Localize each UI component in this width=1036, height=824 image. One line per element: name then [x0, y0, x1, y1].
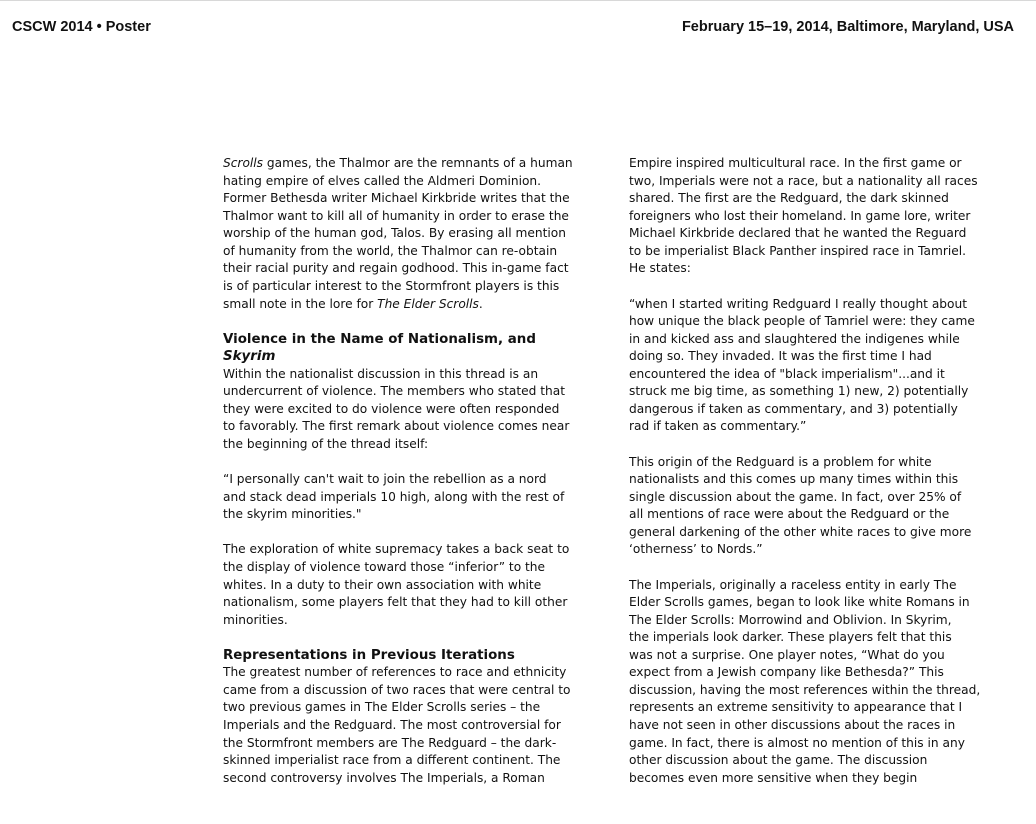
text-line: [629, 524, 999, 542]
text-line: [629, 699, 999, 717]
blank-line: [223, 524, 593, 542]
blank-line: [223, 454, 593, 472]
text-line: [629, 313, 999, 331]
text: dangerous if taken as commentary, and 3) potentially: [629, 401, 958, 416]
text: the display of violence toward those “inferior” to the: [223, 559, 546, 574]
text-line: [223, 471, 593, 489]
heading-text: Skyrim: [223, 349, 276, 365]
text-line: [223, 506, 593, 524]
text-line: [629, 770, 999, 788]
text-line: [223, 612, 593, 630]
text: The Elder Scrolls: Morrowind and Oblivion. In Skyrim,: [629, 612, 952, 627]
section-heading: [223, 348, 593, 366]
text: Elder Scrolls games, began to look like white Romans in: [629, 595, 970, 610]
text: two previous games in The Elder Scrolls series – the: [223, 700, 541, 715]
text-line: [223, 173, 593, 191]
text-line: [223, 541, 593, 559]
text: The exploration of white supremacy takes a back seat to: [223, 542, 570, 557]
text: becomes even more sensitive when they begin: [629, 770, 918, 785]
text: how unique the black people of Tamriel were: they came: [629, 314, 975, 329]
text: single discussion about the game. In fact, over 25% of: [629, 489, 962, 504]
blank-line: [629, 559, 999, 577]
blank-line: [629, 436, 999, 454]
text: other discussion about the game. The discussion: [629, 753, 928, 768]
text: encountered the idea of "black imperialism"...and it: [629, 366, 945, 381]
italic-text: Scrolls: [223, 156, 264, 170]
running-header-left: CSCW 2014 • Poster: [12, 19, 151, 35]
text-line: [223, 190, 593, 208]
text: “when I started writing Redguard I really thought about: [629, 296, 967, 311]
text-line: [629, 664, 999, 682]
text-line: [629, 401, 999, 419]
text-line: [629, 594, 999, 612]
text-line: [223, 155, 593, 173]
text-line: [629, 173, 999, 191]
text: Michael Kirkbride declared that he wanted the Reguard: [629, 226, 967, 241]
text-line: [629, 612, 999, 630]
text: The greatest number of references to race and ethnicity: [223, 665, 567, 680]
section-heading: [223, 331, 593, 349]
text: The Imperials, originally a raceless entity in early The: [629, 577, 957, 592]
text: the imperials look darker. These players felt that this: [629, 630, 952, 645]
page-top-border: [0, 0, 1036, 1]
text: .: [478, 296, 483, 311]
text-line: [223, 717, 593, 735]
text: Former Bethesda writer Michael Kirkbride writes that the: [223, 191, 570, 206]
text-column-left: [223, 155, 593, 787]
text: undercurrent of violence. The members who stated that: [223, 384, 566, 399]
text-line: [629, 348, 999, 366]
text: to favorably. The first remark about violence comes near: [223, 419, 570, 434]
text-line: [629, 541, 999, 559]
blank-line: [223, 629, 593, 647]
text-line: [223, 418, 593, 436]
text: whites. In a duty to their own association with white: [223, 577, 542, 592]
text: He states:: [629, 261, 691, 276]
text: they were excited to do violence were often responded: [223, 401, 560, 416]
text: struck me big time, as something 1) new, 2) potentially: [629, 384, 969, 399]
text: This origin of the Redguard is a problem for white: [629, 454, 932, 469]
text: all mentions of race were about the Redguard or the: [629, 507, 950, 522]
text-line: [629, 155, 999, 173]
text-line: [223, 401, 593, 419]
text-line: [629, 647, 999, 665]
text-line: [223, 770, 593, 788]
text-line: [223, 225, 593, 243]
text: Imperials and the Redguard. The most controversial for: [223, 718, 561, 732]
text: second controversy involves The Imperials, a Roman: [223, 770, 545, 785]
text: the skyrim minorities.": [223, 507, 362, 522]
text-line: [223, 682, 593, 700]
text-line: [629, 418, 999, 436]
text: and stack dead imperials 10 high, along with the rest of: [223, 489, 565, 504]
text: shared. The first are the Redguard, the dark skinned: [629, 191, 949, 206]
text-line: [223, 559, 593, 577]
text-line: [223, 752, 593, 770]
running-header-right: February 15–19, 2014, Baltimore, Maryland, USA: [681, 19, 1014, 35]
text-line: [223, 366, 593, 384]
text: Empire inspired multicultural race. In the first game or: [629, 156, 962, 170]
text-line: [629, 208, 999, 226]
text-column-right: [629, 155, 999, 787]
text-line: [629, 629, 999, 647]
italic-text: The Elder Scrolls: [377, 296, 479, 311]
text: nationalism, some players felt that they had to kill other: [223, 595, 568, 610]
text: discussion, having the most references within the thread,: [629, 682, 981, 697]
text-line: [629, 752, 999, 770]
text-line: [629, 471, 999, 489]
text: expect from a Jewish company like Bethesda?” This: [629, 665, 944, 680]
text: the beginning of the thread itself:: [223, 437, 429, 451]
text-line: [629, 225, 999, 243]
text-line: [223, 436, 593, 454]
text: Within the nationalist discussion in this thread is an: [223, 366, 539, 381]
text: general darkening of the other white races to give more: [629, 524, 972, 539]
text-line: [223, 664, 593, 682]
text-line: [629, 717, 999, 735]
text: ‘otherness’ to Nords.”: [629, 542, 763, 557]
text: nationalists and this comes up many times within this: [629, 472, 959, 487]
text-line: [629, 506, 999, 524]
text-line: [629, 366, 999, 384]
text-line: [223, 296, 593, 314]
text-line: [629, 260, 999, 278]
text: represents an extreme sensitivity to appearance that I: [629, 700, 963, 715]
text-line: [629, 296, 999, 314]
text: the Stormfront members are The Redguard – the dark-: [223, 735, 557, 750]
text-line: [629, 735, 999, 753]
text: of humanity from the world, the Thalmor can re-obtain: [223, 243, 558, 258]
text: worship of the human god, Talos. By erasing all mention: [223, 226, 566, 241]
text-line: [223, 383, 593, 401]
text: hating empire of elves called the Aldmeri Dominion.: [223, 173, 542, 188]
text-line: [223, 735, 593, 753]
text: “I personally can't wait to join the rebellion as a nord: [223, 472, 547, 487]
text-line: [223, 278, 593, 296]
text: foreigners who lost their homeland. In game lore, writer: [629, 208, 971, 223]
text: rad if taken as commentary.”: [629, 419, 807, 434]
text-line: [629, 331, 999, 349]
text: is of particular interest to the Stormfront players is this: [223, 278, 560, 293]
text-line: [629, 577, 999, 595]
text-line: [223, 243, 593, 261]
text-line: [629, 383, 999, 401]
text-line: [223, 577, 593, 595]
text-line: [223, 594, 593, 612]
text: to be imperialist Black Panther inspired race in Tamriel.: [629, 243, 966, 258]
text-line: [223, 208, 593, 226]
text: their racial purity and regain godhood. This in-game fact: [223, 261, 569, 276]
text-line: [223, 489, 593, 507]
text-line: [223, 699, 593, 717]
text: have not seen in other discussions about the races in: [629, 718, 956, 732]
heading-text: Representations in Previous Iterations: [223, 647, 515, 663]
blank-line: [629, 278, 999, 296]
text: came from a discussion of two races that were central to: [223, 682, 571, 697]
heading-text: Violence in the Name of Nationalism, and: [223, 331, 536, 347]
text: Thalmor want to kill all of humanity in order to erase the: [223, 208, 569, 223]
text: games, the Thalmor are the remnants of a human: [263, 156, 573, 170]
text: was not a surprise. One player notes, “What do you: [629, 647, 945, 662]
blank-line: [223, 313, 593, 331]
text-line: [629, 243, 999, 261]
text: minorities.: [223, 612, 288, 627]
text: small note in the lore for: [223, 296, 378, 311]
section-heading: [223, 647, 593, 665]
text: skinned imperialist race from a different continent. The: [223, 753, 561, 768]
text: doing so. They invaded. It was the first time I had: [629, 349, 932, 364]
text-line: [629, 682, 999, 700]
text: two, Imperials were not a race, but a nationality all races: [629, 173, 978, 188]
text-line: [629, 489, 999, 507]
text: game. In fact, there is almost no mention of this in any: [629, 735, 965, 750]
text-line: [629, 190, 999, 208]
text-line: [629, 454, 999, 472]
text-line: [223, 260, 593, 278]
text: in and kicked ass and slaughtered the indigenes while: [629, 331, 960, 346]
